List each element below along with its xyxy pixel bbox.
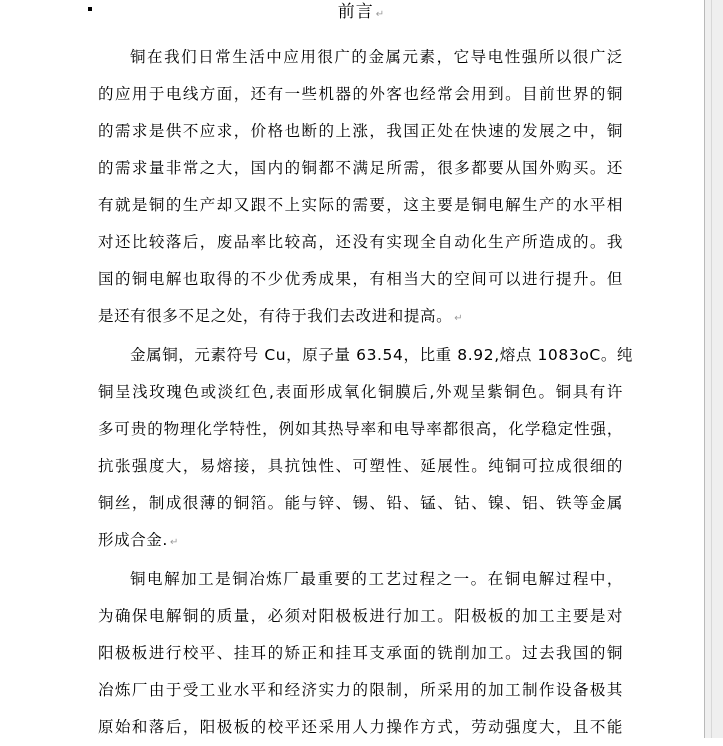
- paragraph-line: 铜丝，制成很薄的铜箔。能与锌、锡、铅、锰、钴、镍、铝、铁等金属: [98, 494, 623, 512]
- paragraph-line: 抗张强度大，易熔接，具抗蚀性、可塑性、延展性。纯铜可拉成很细的: [98, 457, 623, 475]
- paragraph-2: [98, 337, 634, 561]
- gutter-shade: [711, 0, 712, 738]
- paragraph-mark-icon: ↵: [454, 313, 464, 324]
- paragraph-line: 的需求量非常之大，国内的铜都不满足所需，很多都要从国外购买。还: [98, 159, 623, 177]
- heading-text: 前言: [337, 2, 374, 22]
- right-window-edge: [704, 0, 723, 738]
- document-body: [98, 39, 634, 746]
- paragraph-line: 的应用于电线方面，还有一些机器的外客也经常会用到。目前世界的铜: [98, 85, 623, 103]
- paragraph-line: 阳极板进行校平、挂耳的矫正和挂耳支承面的铣削加工。过去我国的铜: [98, 644, 623, 662]
- paragraph-line: 国的铜电解也取得的不少优秀成果，有相当大的空间可以进行提升。但: [98, 270, 623, 288]
- paragraph-line: 原始和落后，阳极板的校平还采用人力操作方式，劳动强度大，且不能: [98, 718, 623, 736]
- paragraph-mark-icon: ↵: [169, 537, 179, 548]
- paragraph-line: 的需求是供不应求，价格也断的上涨，我国正处在快速的发展之中，铜: [98, 122, 623, 140]
- paragraph-line: 铜电解加工是铜冶炼厂最重要的工艺过程之一。在铜电解过程中，: [130, 570, 623, 588]
- paragraph-mark-icon: ↵: [375, 9, 386, 20]
- paragraph-line: 有就是铜的生产却又跟不上实际的需要，这主要是铜电解生产的水平相: [98, 196, 623, 214]
- paragraph-1: [98, 39, 623, 337]
- paragraph-3: [98, 561, 623, 746]
- paragraph-line: 冶炼厂由于受工业水平和经济实力的限制，所采用的加工制作设备极其: [98, 681, 623, 699]
- paragraph-line-last: 是还有很多不足之处，有待于我们去改进和提高。 ↵: [98, 307, 464, 325]
- paragraph-line-last: 形成合金. ↵: [98, 531, 179, 549]
- paragraph-line: 铜在我们日常生活中应用很广的金属元素，它导电性强所以很广泛: [130, 48, 623, 66]
- paragraph-line: 铜呈浅玫瑰色或淡红色,表面形成氧化铜膜后,外观呈紫铜色。铜具有许: [98, 383, 623, 401]
- paragraph-line: 对还比较落后，废品率比较高，还没有实现全自动化生产所造成的。我: [98, 233, 623, 251]
- paragraph-line: 多可贵的物理化学特性，例如其热导率和电导率都很高，化学稳定性强，: [98, 420, 623, 438]
- paragraph-line: 金属铜，元素符号 Cu，原子量 63.54，比重 8.92,熔点 1083oC。纯: [130, 346, 634, 364]
- heading: [0, 0, 723, 27]
- paragraph-line: 为确保电解铜的质量，必须对阳极板进行加工。阳极板的加工主要是对: [98, 607, 623, 625]
